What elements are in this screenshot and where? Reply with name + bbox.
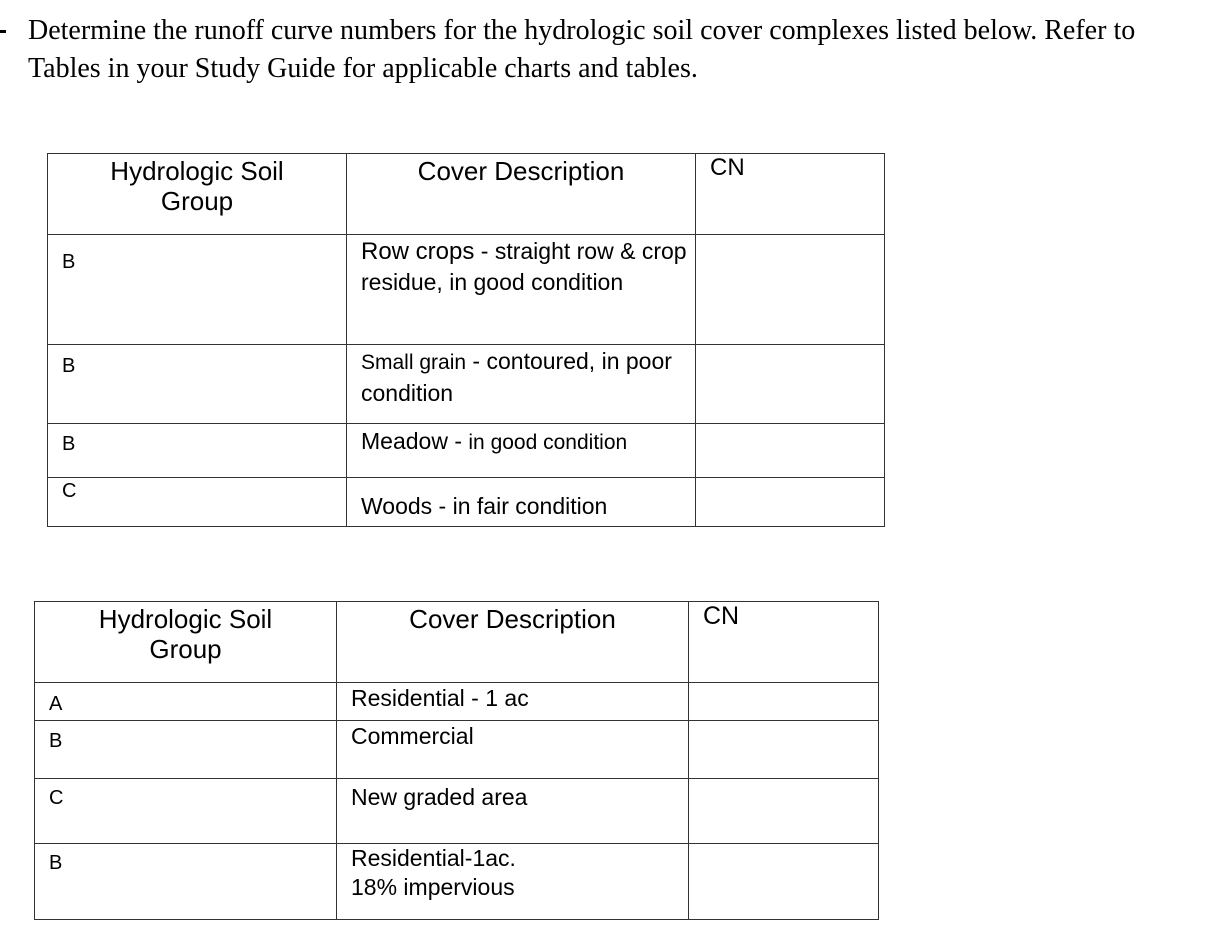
cn-input-cell[interactable] [689, 844, 879, 920]
cn-input-cell[interactable] [689, 683, 879, 721]
header-cn: CN [696, 154, 885, 235]
table-row [35, 721, 879, 779]
cover-description-cell: Woods - in fair condition [347, 478, 696, 527]
cn-input-cell[interactable] [696, 345, 885, 424]
table-row [35, 779, 879, 844]
cn-input-cell[interactable] [696, 478, 885, 527]
header-soil-group: Hydrologic Soil Group [48, 154, 347, 235]
header-soil-group: Hydrologic Soil Group [35, 602, 337, 683]
cover-description-cell: Residential - 1 ac [337, 683, 689, 721]
cn-input-cell[interactable] [696, 424, 885, 478]
cover-description-cell: Meadow - in good condition [347, 424, 696, 478]
question-text: Determine the runoff curve numbers for the hydrologic soil cover complexes listed below. Refer to Tables in your Study Guide for applicable charts and tables. [28, 15, 1136, 84]
question-number-mark [0, 30, 6, 33]
cn-input-cell[interactable] [689, 779, 879, 844]
soil-group-cell: C [35, 779, 337, 844]
table-row [48, 424, 885, 478]
cover-description-cell: Residential-1ac. 18% impervious [337, 844, 689, 920]
cover-description-cell: Row crops - straight row & crop residue, in good condition [347, 235, 696, 345]
soil-group-cell: C [48, 478, 347, 527]
soil-group-cell: B [48, 345, 347, 424]
header-cover-description: Cover Description [337, 602, 689, 683]
header-cn: CN [689, 602, 879, 683]
table-row [35, 683, 879, 721]
cn-input-cell[interactable] [696, 235, 885, 345]
soil-group-cell: B [48, 235, 347, 345]
soil-group-cell: B [48, 424, 347, 478]
curve-number-table-1 [47, 153, 885, 527]
header-cover-description: Cover Description [347, 154, 696, 235]
curve-number-table-2 [34, 601, 879, 920]
cn-input-cell[interactable] [689, 721, 879, 779]
cover-description-cell: Commercial [337, 721, 689, 779]
table-row [48, 478, 885, 527]
table-header-row [48, 154, 885, 235]
table-row [35, 844, 879, 920]
table-header-row [35, 602, 879, 683]
table-row [48, 345, 885, 424]
cover-description-cell: Small grain - contoured, in poor condition [347, 345, 696, 424]
soil-group-cell: B [35, 721, 337, 779]
table-row [48, 235, 885, 345]
soil-group-cell: A [35, 683, 337, 721]
cover-description-cell: New graded area [337, 779, 689, 844]
soil-group-cell: B [35, 844, 337, 920]
